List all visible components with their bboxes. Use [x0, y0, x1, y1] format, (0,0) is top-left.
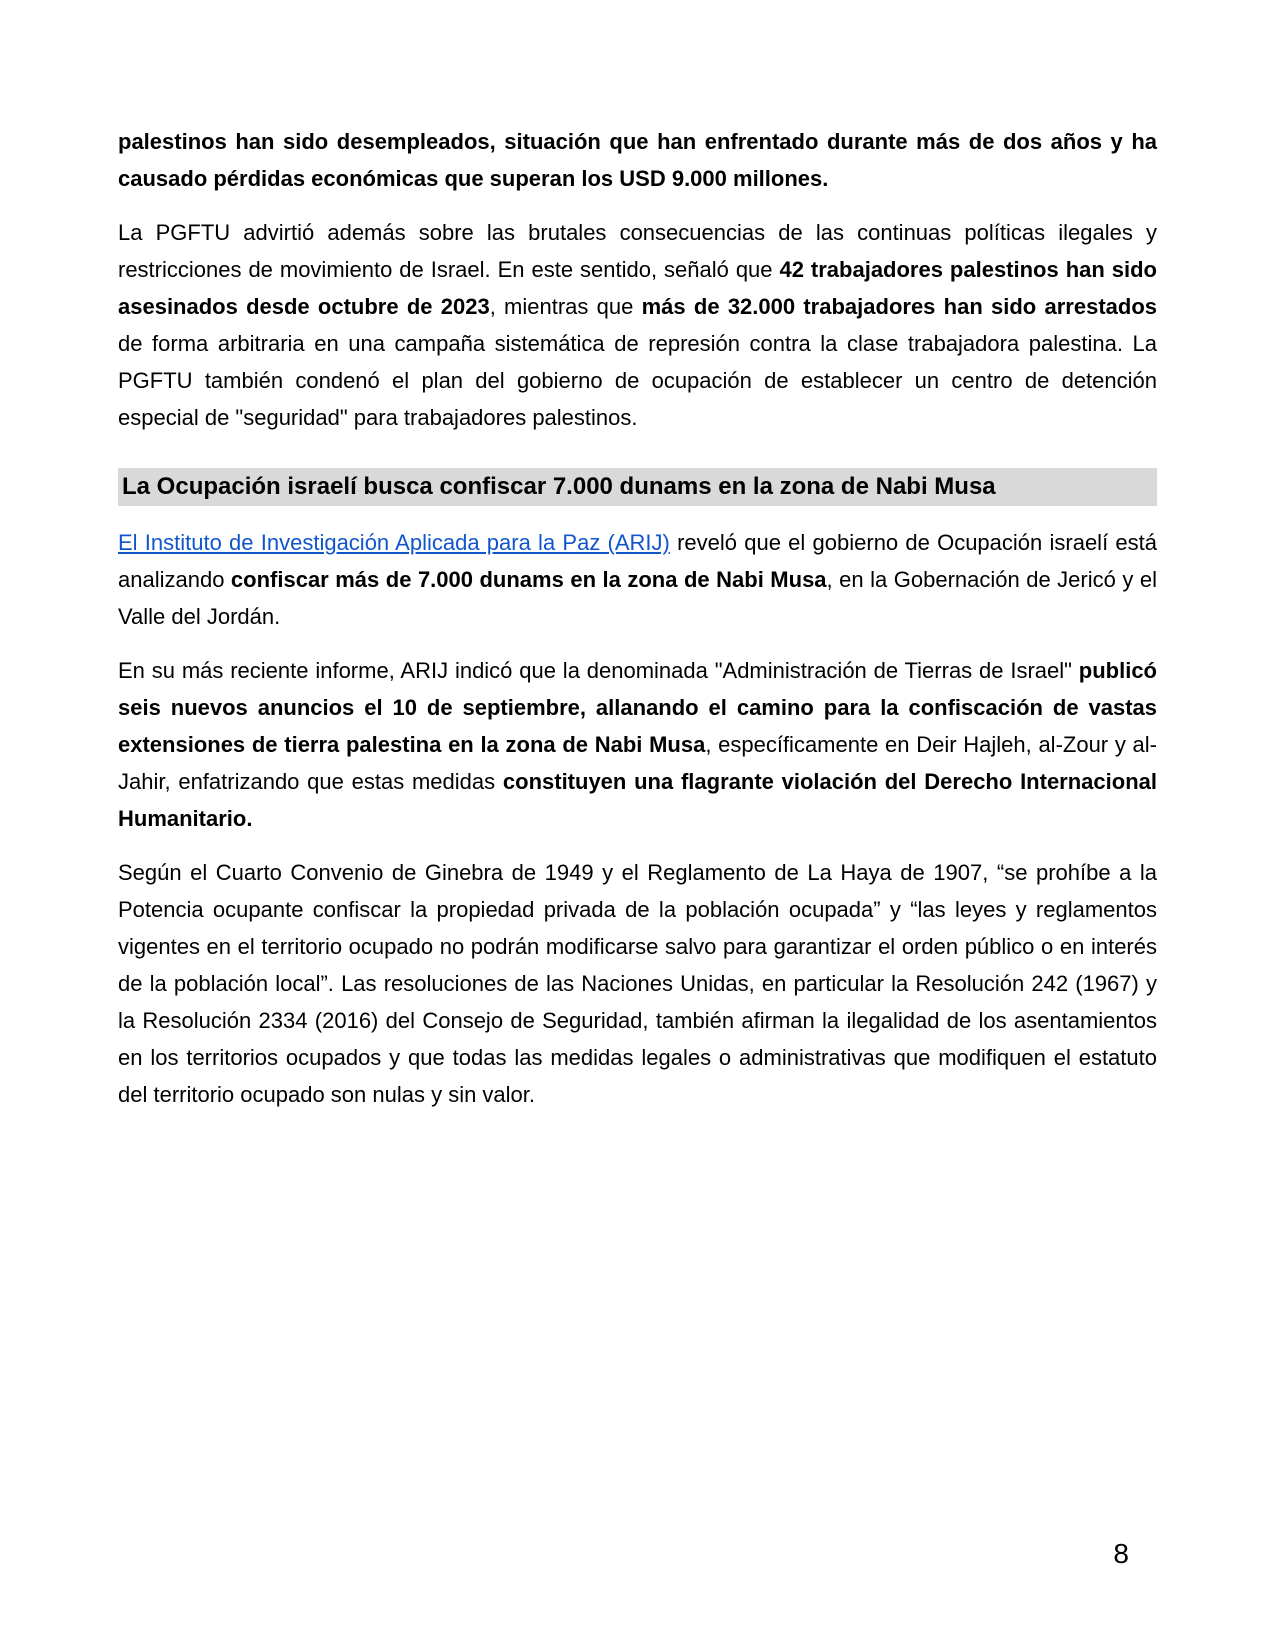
text-run: La PGFTU advirtió además sobre las brutales consecuencias de las continuas políticas ilegales y restricciones de movimiento de Israel. En este sentido, señaló que: [118, 220, 1157, 282]
text-run: reveló que el gobierno de Ocupación israelí está analizando: [118, 530, 1157, 592]
text-run: publicó seis nuevos anuncios el 10 de septiembre, allanando el camino para la confiscación de vastas extensiones de tierra palestina en la zona de Nabi Musa: [118, 658, 1157, 757]
paragraph-arij-report: [118, 652, 1157, 837]
text-run: de forma arbitraria en una campaña sistemática de represión contra la clase trabajadora palestina. La PGFTU también condenó el plan del gobierno de ocupación de establecer un centro de detención especial de "seguridad" para trabajadores palestinos.: [118, 331, 1157, 430]
text-run: palestinos han sido desempleados, situación que han enfrentado durante más de dos años y ha causado pérdidas económicas que superan los USD 9.000 millones.: [118, 129, 1157, 191]
paragraph-arij-reveal: [118, 524, 1157, 635]
paragraph-economic-losses: [118, 123, 1157, 197]
text-run: , específicamente en Deir Hajleh, al-Zour y al-Jahir, enfatrizando que estas medidas: [118, 732, 1157, 794]
heading-text: La Ocupación israelí busca confiscar 7.000 dunams en la zona de Nabi Musa: [122, 473, 996, 500]
text-run: En su más reciente informe, ARIJ indicó que la denominada "Administración de Tierras de Israel": [118, 658, 1079, 683]
page-content: [118, 123, 1157, 1130]
text-run: Según el Cuarto Convenio de Ginebra de 1949 y el Reglamento de La Haya de 1907, “se prohíbe a la Potencia ocupante confiscar la propiedad privada de la población ocupada” y “las leyes y reglamentos vigentes en el territorio ocupado no podrán modificarse salvo para garantizar el orden público o en interés de la población local”. Las resoluciones de las Naciones Unidas, en particular la Resolución 242 (1967) y la Resolución 2334 (2016) del Consejo de Seguridad, también afirman la ilegalidad de los asentamientos en los territorios ocupados y que todas las medidas legales o administrativas que modifiquen el estatuto del territorio ocupado son nulas y sin valor.: [118, 860, 1157, 1107]
page-footer: [1113, 1538, 1129, 1570]
page-number: 8: [1113, 1538, 1129, 1569]
text-run: , en la Gobernación de Jericó y el Valle del Jordán.: [118, 567, 1157, 629]
section-heading-nabi-musa: [118, 468, 1157, 506]
arij-link[interactable]: El Instituto de Investigación Aplicada para la Paz (ARIJ): [118, 530, 670, 555]
paragraph-geneva-convention: [118, 854, 1157, 1113]
paragraph-pgftu-warning: [118, 214, 1157, 436]
text-run: constituyen una flagrante violación del Derecho Internacional Humanitario.: [118, 769, 1157, 831]
text-run: confiscar más de 7.000 dunams en la zona de Nabi Musa: [230, 567, 827, 592]
text-run: 42 trabajadores palestinos han sido asesinados desde octubre de 2023: [118, 257, 1157, 319]
text-run: , mientras que: [489, 294, 642, 319]
text-run: más de 32.000 trabajadores han sido arrestados: [641, 294, 1157, 319]
